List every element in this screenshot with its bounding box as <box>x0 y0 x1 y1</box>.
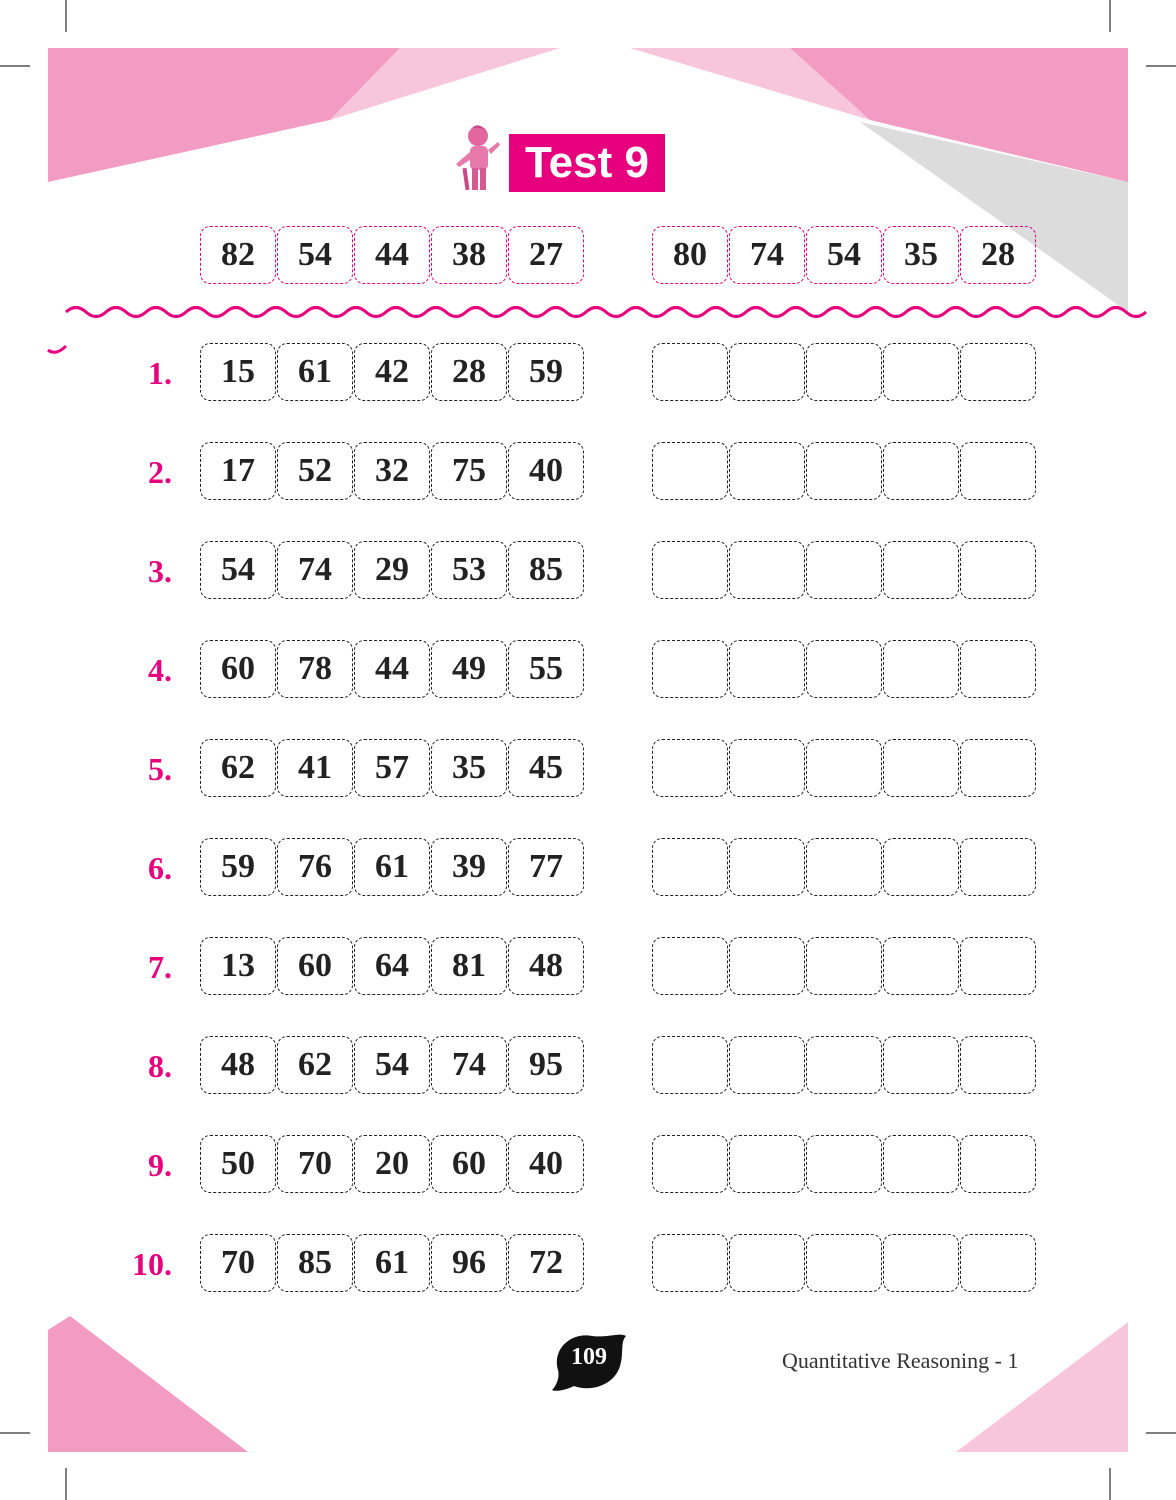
answer-boxes <box>652 1036 1037 1094</box>
example-given-cell: 44 <box>354 226 430 284</box>
given-number-cell: 39 <box>431 838 507 896</box>
given-numbers <box>200 1234 585 1292</box>
question-row <box>0 442 1176 502</box>
question-number: 3. <box>148 553 172 589</box>
answer-box[interactable] <box>806 937 882 995</box>
example-answer <box>652 226 1037 284</box>
given-number-cell: 62 <box>277 1036 353 1094</box>
given-numbers <box>200 442 585 500</box>
question-row <box>0 640 1176 700</box>
answer-box[interactable] <box>883 1036 959 1094</box>
answer-box[interactable] <box>652 640 728 698</box>
answer-boxes <box>652 937 1037 995</box>
answer-box[interactable] <box>883 640 959 698</box>
answer-box[interactable] <box>652 937 728 995</box>
question-number: 10. <box>132 1246 172 1282</box>
given-number-cell: 96 <box>431 1234 507 1292</box>
given-number-cell: 95 <box>508 1036 584 1094</box>
given-number-cell: 15 <box>200 343 276 401</box>
given-number-cell: 13 <box>200 937 276 995</box>
answer-box[interactable] <box>729 343 805 401</box>
question-row <box>0 739 1176 799</box>
answer-box[interactable] <box>960 1135 1036 1193</box>
given-number-cell: 61 <box>354 1234 430 1292</box>
given-number-cell: 60 <box>431 1135 507 1193</box>
answer-box[interactable] <box>883 937 959 995</box>
question-row <box>0 1135 1176 1195</box>
answer-box[interactable] <box>883 343 959 401</box>
given-number-cell: 64 <box>354 937 430 995</box>
given-number-cell: 78 <box>277 640 353 698</box>
given-number-cell: 75 <box>431 442 507 500</box>
given-number-cell: 72 <box>508 1234 584 1292</box>
given-numbers <box>200 640 585 698</box>
question-number: 1. <box>148 355 172 391</box>
example-given <box>200 226 585 284</box>
answer-box[interactable] <box>806 442 882 500</box>
given-number-cell: 29 <box>354 541 430 599</box>
example-given-cell: 27 <box>508 226 584 284</box>
given-number-cell: 52 <box>277 442 353 500</box>
answer-box[interactable] <box>883 1234 959 1292</box>
question-number: 8. <box>148 1048 172 1084</box>
answer-box[interactable] <box>960 838 1036 896</box>
answer-box[interactable] <box>806 343 882 401</box>
question-number: 9. <box>148 1147 172 1183</box>
answer-box[interactable] <box>806 541 882 599</box>
given-number-cell: 55 <box>508 640 584 698</box>
given-number-cell: 60 <box>200 640 276 698</box>
answer-box[interactable] <box>960 937 1036 995</box>
answer-box[interactable] <box>806 640 882 698</box>
example-answer-cell: 35 <box>883 226 959 284</box>
example-given-cell: 82 <box>200 226 276 284</box>
example-answer-cell: 80 <box>652 226 728 284</box>
given-number-cell: 81 <box>431 937 507 995</box>
answer-box[interactable] <box>806 838 882 896</box>
answer-box[interactable] <box>806 1036 882 1094</box>
answer-box[interactable] <box>652 442 728 500</box>
answer-boxes <box>652 1234 1037 1292</box>
given-number-cell: 50 <box>200 1135 276 1193</box>
question-number: 5. <box>148 751 172 787</box>
answer-boxes <box>652 442 1037 500</box>
given-number-cell: 61 <box>354 838 430 896</box>
page-number: 109 <box>571 1344 607 1370</box>
question-number: 2. <box>148 454 172 490</box>
answer-box[interactable] <box>652 541 728 599</box>
answer-boxes <box>652 343 1037 401</box>
given-number-cell: 20 <box>354 1135 430 1193</box>
answer-box[interactable] <box>960 442 1036 500</box>
given-number-cell: 32 <box>354 442 430 500</box>
answer-box[interactable] <box>806 1234 882 1292</box>
given-number-cell: 74 <box>431 1036 507 1094</box>
answer-box[interactable] <box>960 739 1036 797</box>
given-numbers <box>200 541 585 599</box>
given-number-cell: 42 <box>354 343 430 401</box>
given-number-cell: 35 <box>431 739 507 797</box>
answer-box[interactable] <box>729 838 805 896</box>
given-number-cell: 74 <box>277 541 353 599</box>
given-number-cell: 85 <box>508 541 584 599</box>
given-number-cell: 77 <box>508 838 584 896</box>
example-answer-cell: 74 <box>729 226 805 284</box>
given-number-cell: 70 <box>200 1234 276 1292</box>
wavy-divider <box>66 308 1146 317</box>
given-number-cell: 70 <box>277 1135 353 1193</box>
answer-box[interactable] <box>729 640 805 698</box>
example-given-cell: 54 <box>277 226 353 284</box>
given-number-cell: 45 <box>508 739 584 797</box>
given-number-cell: 48 <box>508 937 584 995</box>
answer-box[interactable] <box>652 1135 728 1193</box>
answer-box[interactable] <box>729 1135 805 1193</box>
given-number-cell: 17 <box>200 442 276 500</box>
given-numbers <box>200 1036 585 1094</box>
given-number-cell: 60 <box>277 937 353 995</box>
given-numbers <box>200 937 585 995</box>
question-number: 6. <box>148 850 172 886</box>
answer-boxes <box>652 1135 1037 1193</box>
given-number-cell: 76 <box>277 838 353 896</box>
girl-mascot-icon <box>448 124 504 196</box>
given-number-cell: 44 <box>354 640 430 698</box>
answer-box[interactable] <box>883 541 959 599</box>
given-number-cell: 57 <box>354 739 430 797</box>
answer-box[interactable] <box>960 541 1036 599</box>
given-number-cell: 41 <box>277 739 353 797</box>
given-numbers <box>200 838 585 896</box>
top-left-shape <box>48 48 400 182</box>
given-number-cell: 61 <box>277 343 353 401</box>
given-number-cell: 54 <box>200 541 276 599</box>
given-number-cell: 48 <box>200 1036 276 1094</box>
given-number-cell: 40 <box>508 1135 584 1193</box>
question-row <box>0 1234 1176 1294</box>
given-number-cell: 49 <box>431 640 507 698</box>
answer-boxes <box>652 541 1037 599</box>
given-numbers <box>200 1135 585 1193</box>
given-number-cell: 62 <box>200 739 276 797</box>
answer-box[interactable] <box>806 739 882 797</box>
given-number-cell: 54 <box>354 1036 430 1094</box>
example-row <box>0 226 1176 286</box>
question-row <box>0 838 1176 898</box>
answer-box[interactable] <box>729 739 805 797</box>
answer-boxes <box>652 739 1037 797</box>
given-number-cell: 40 <box>508 442 584 500</box>
example-answer-cell: 54 <box>806 226 882 284</box>
bottom-left-shape <box>48 1316 248 1452</box>
question-row <box>0 1036 1176 1096</box>
answer-box[interactable] <box>960 1036 1036 1094</box>
answer-box[interactable] <box>652 1234 728 1292</box>
example-answer-cell: 28 <box>960 226 1036 284</box>
answer-box[interactable] <box>729 1036 805 1094</box>
question-row <box>0 937 1176 997</box>
answer-box[interactable] <box>729 1234 805 1292</box>
answer-box[interactable] <box>806 1135 882 1193</box>
book-title: Quantitative Reasoning - 1 <box>782 1348 1019 1373</box>
given-number-cell: 59 <box>200 838 276 896</box>
answer-box[interactable] <box>652 1036 728 1094</box>
page-title: Test 9 <box>509 134 665 192</box>
given-numbers <box>200 739 585 797</box>
answer-box[interactable] <box>960 343 1036 401</box>
question-number: 7. <box>148 949 172 985</box>
answer-box[interactable] <box>960 640 1036 698</box>
answer-box[interactable] <box>883 739 959 797</box>
answer-box[interactable] <box>883 838 959 896</box>
example-given-cell: 38 <box>431 226 507 284</box>
answer-box[interactable] <box>652 838 728 896</box>
answer-box[interactable] <box>729 442 805 500</box>
given-number-cell: 85 <box>277 1234 353 1292</box>
given-number-cell: 53 <box>431 541 507 599</box>
given-numbers <box>200 343 585 401</box>
answer-boxes <box>652 640 1037 698</box>
question-row <box>0 541 1176 601</box>
given-number-cell: 28 <box>431 343 507 401</box>
answer-box[interactable] <box>960 1234 1036 1292</box>
answer-box[interactable] <box>729 541 805 599</box>
bottom-right-shape <box>956 1322 1128 1452</box>
answer-box[interactable] <box>729 937 805 995</box>
question-row <box>0 343 1176 403</box>
answer-box[interactable] <box>652 343 728 401</box>
answer-box[interactable] <box>652 739 728 797</box>
answer-box[interactable] <box>883 442 959 500</box>
question-number: 4. <box>148 652 172 688</box>
answer-boxes <box>652 838 1037 896</box>
given-number-cell: 59 <box>508 343 584 401</box>
answer-box[interactable] <box>883 1135 959 1193</box>
